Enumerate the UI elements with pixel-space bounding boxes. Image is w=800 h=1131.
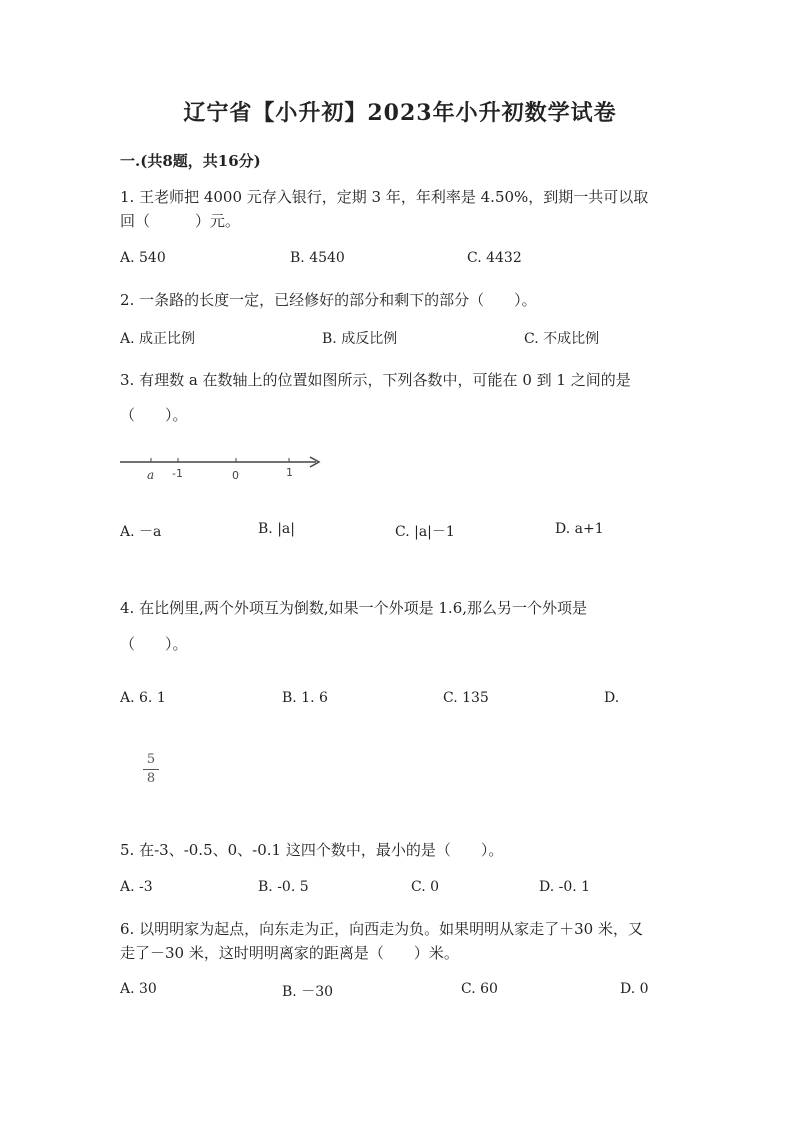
q5-option-d[interactable]: D. -0. 1	[539, 879, 591, 895]
q1-text-line2: 回（ ）元。	[120, 212, 241, 230]
q4-option-d[interactable]: D.	[604, 690, 620, 706]
q4-option-b[interactable]: B. 1. 6	[282, 690, 328, 706]
q1-option-c[interactable]: C. 4432	[467, 250, 522, 266]
q3-option-c[interactable]: C. |a|－1	[395, 524, 455, 540]
q4-option-c[interactable]: C. 135	[443, 690, 489, 706]
q6-option-a[interactable]: A. 30	[120, 981, 157, 997]
q3-text-line1: 3. 有理数 a 在数轴上的位置如图所示，下列各数中，可能在 0 到 1 之间的是	[120, 371, 631, 389]
q6-option-c[interactable]: C. 60	[461, 981, 498, 997]
q1-option-b[interactable]: B. 4540	[290, 250, 345, 266]
q2-option-b[interactable]: B. 成反比例	[322, 331, 398, 347]
number-line-figure	[118, 452, 328, 484]
q6-option-b[interactable]: B. －30	[282, 984, 334, 1000]
q5-option-a[interactable]: A. -3	[120, 879, 153, 895]
q2-option-c[interactable]: C. 不成比例	[524, 331, 600, 347]
q5-option-c[interactable]: C. 0	[411, 879, 440, 895]
q6-text-line1: 6. 以明明家为起点，向东走为正，向西走为负。如果明明从家走了＋30 米，又	[120, 920, 643, 938]
q4-text-line2: （ ）。	[120, 635, 188, 653]
q2-text-line1: 2. 一条路的长度一定，已经修好的部分和剩下的部分（ ）。	[120, 291, 537, 309]
label-zero: 0	[232, 469, 239, 482]
label-a: a	[147, 468, 155, 482]
q5-text-line1: 5. 在-3、-0.5、0、-0.1 这四个数中，最小的是（ ）。	[120, 841, 504, 859]
q4-option-a[interactable]: A. 6. 1	[120, 690, 166, 706]
q3-text-line2: （ ）。	[120, 406, 188, 424]
q6-option-d[interactable]: D. 0	[620, 981, 649, 997]
q5-option-b[interactable]: B. -0. 5	[258, 879, 309, 895]
q3-option-a[interactable]: A. －a	[120, 524, 162, 540]
q4-option-d-fraction	[143, 752, 159, 787]
fraction-numerator: 5	[146, 752, 156, 767]
q2-option-a[interactable]: A. 成正比例	[120, 331, 196, 347]
q6-text-line2: 走了－30 米，这时明明离家的距离是（ ）米。	[120, 944, 459, 962]
q1-text-line1: 1. 王老师把 4000 元存入银行，定期 3 年，年利率是 4.50%，到期一共可以取	[120, 188, 649, 206]
label-one: 1	[286, 466, 293, 479]
page-title: 辽宁省【小升初】2023年小升初数学试卷	[183, 100, 617, 126]
q3-option-d[interactable]: D. a+1	[555, 521, 604, 537]
label-minus-one: -1	[172, 467, 183, 480]
q1-option-a[interactable]: A. 540	[120, 250, 166, 266]
section-heading: 一.(共8题，共16分)	[120, 152, 261, 170]
fraction-denominator: 8	[146, 771, 156, 786]
fraction-bar	[143, 769, 159, 770]
q4-text-line1: 4. 在比例里,两个外项互为倒数,如果一个外项是 1.6,那么另一个外项是	[120, 599, 588, 617]
q3-option-b[interactable]: B. |a|	[258, 521, 295, 537]
